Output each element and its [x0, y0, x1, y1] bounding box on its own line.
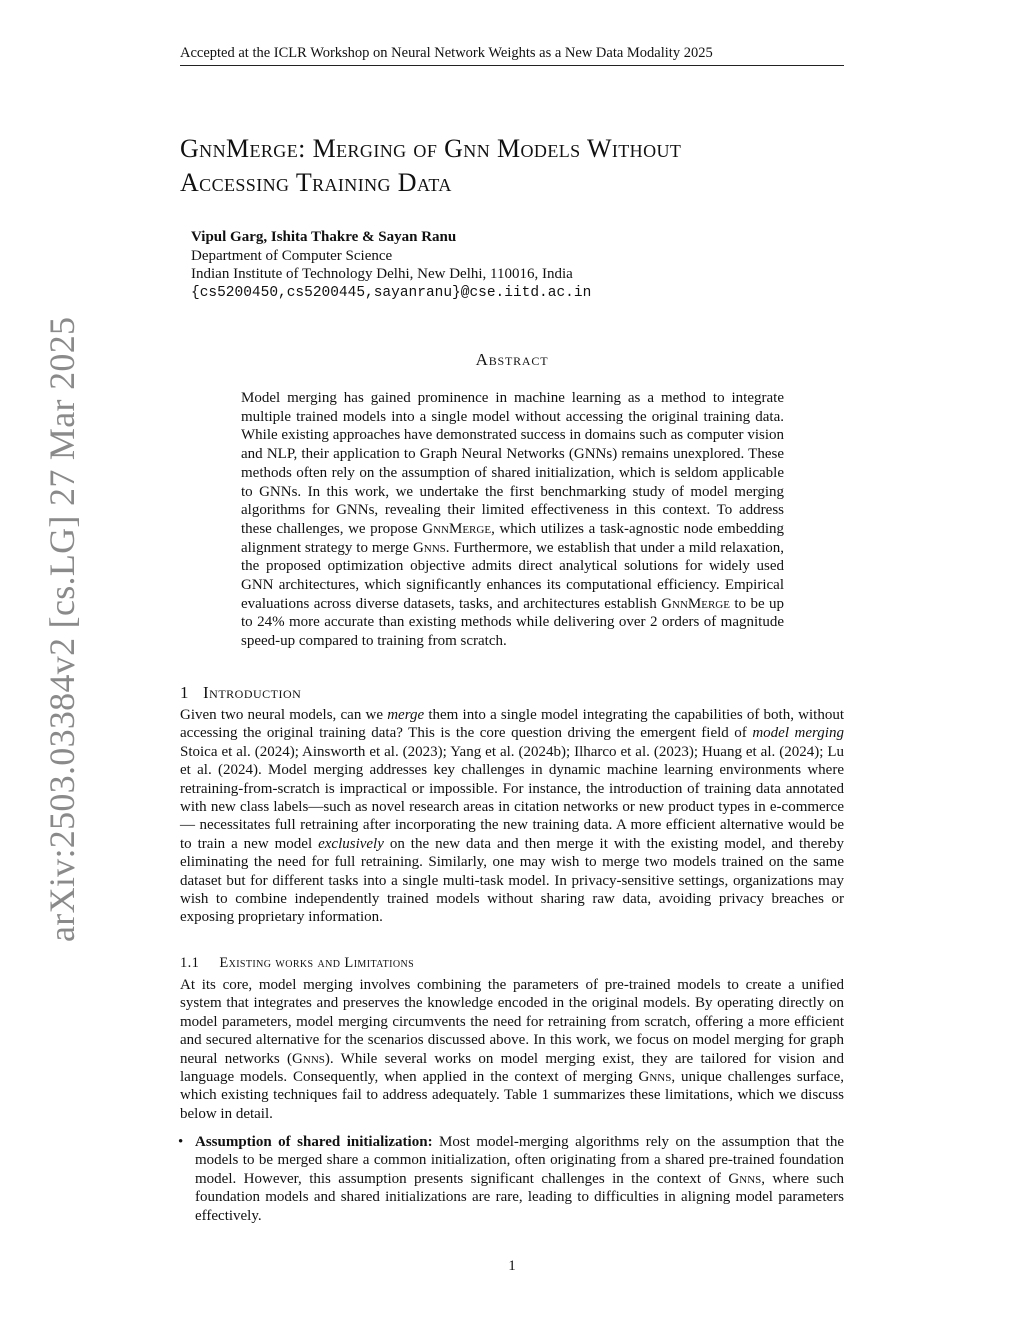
existing-text-b: ). While several works on model merging exist, they are tailored for vision and language models. Consequently, when applied in the context of merging [180, 1050, 844, 1086]
page-number: 1 [508, 1258, 516, 1274]
bullet-body [195, 1133, 844, 1225]
intro-emph-merge: merge [387, 707, 425, 723]
method-name-2: GnnMerge [661, 595, 730, 612]
abstract-heading: Abstract [475, 350, 549, 369]
bullet-text-b: , where such foundation models and shared initializations are rare, leading to difficulties in aligning model parameters effectively. [195, 1170, 844, 1224]
running-header: Accepted at the ICLR Workshop on Neural Network Weights as a New Data Modality 2025 [180, 44, 844, 66]
author-block [191, 228, 811, 302]
paper-title [180, 132, 860, 200]
subsection-heading-existing-works [180, 955, 414, 972]
gnns-term: Gnns [728, 1170, 762, 1187]
intro-text-b: them into a single model integrating the capabilities of both, without accessing the original training data? This is the core question driving the emergent field of [180, 707, 844, 742]
title-line-2: Accessing Training Data [180, 168, 452, 197]
existing-works-paragraph [180, 976, 844, 1123]
bullet-text-a: Most model-merging algorithms rely on the assumption that the models to be merged share a common initialization, often originating from a shared pre-trained foundation model. However, this assumption presents significant challenges in the context of [195, 1134, 844, 1187]
abstract-part-4: to be up to 24% more accurate than existing methods while delivering over 2 orders of magnitude speed-up compared to training from scratch. [241, 595, 785, 650]
author-department: Department of Computer Science [191, 247, 393, 264]
intro-emph-model-merging: model merging [752, 725, 844, 742]
introduction-paragraph [180, 706, 844, 927]
existing-text-a: At its core, model merging involves combining the parameters of pre-trained models to create a unified system that integrates and preserves the knowledge encoded in the original models. By operating directly on model parameters, model merging circumvents the need for retraining from scratch, offering a more efficient and secured alternative for the scenarios discussed above. In this work, we focus on model merging for graph neural networks ( [180, 977, 844, 1067]
gnns-term: Gnns [638, 1069, 672, 1086]
bullet-lead: Assumption of shared initialization: [195, 1134, 433, 1150]
abstract-part-1: Model merging has gained prominence in machine learning as a method to integrate multiple trained models into a single model without accessing the original training data. While existing approaches have demonstrated success in domains such as computer vision and NLP, their application to Graph Neural Networks (GNNs) remains unexplored. These methods often rely on the assumption of shared initialization, which is seldom applicable to GNNs. In this work, we undertake the first benchmarking study of model merging algorithms for GNNs, revealing their limited effectiveness in this context. To address these challenges, we propose [241, 390, 784, 537]
section-number: 1 [180, 683, 189, 702]
subsection-number: 1.1 [180, 955, 200, 971]
intro-text-c: Stoica et al. (2024); Ainsworth et al. (2023); Yang et al. (2024b); Ilharco et al. (2023); Huang et al. (2024); Lu et al. (2024). Model merging addresses key challenges in dynamic machine learning environments where retraining-from-scratch is impractical or impossible. For instance, the introduction of training data annotated with new class labels—such as novel research areas in citation networks or new product types in e-commerce— necessitates full retraining after incorporating the new training data. A more efficient alternative would be to train a new model [180, 743, 844, 852]
subsection-title: Existing works and Limitations [219, 955, 415, 971]
author-institution: Indian Institute of Technology Delhi, New Delhi, 110016, India [191, 266, 573, 282]
arxiv-stamp: arXiv:2503.03384v2 [cs.LG] 27 Mar 2025 [42, 316, 82, 942]
title-line-1: GnnMerge: Merging of Gnn Models Without [180, 134, 682, 163]
gnns-term: Gnns [292, 1050, 325, 1067]
gnns-term: Gnns [412, 539, 446, 556]
existing-text-c: , unique challenges surface, which existing techniques fail to address adequately. Table 1 summarizes these limitations, which we discuss below in detail. [180, 1069, 844, 1122]
section-title: Introduction [203, 683, 302, 702]
intro-text-d: on the new data and then merge it with the existing model, and thereby eliminating the need for full retraining. Similarly, one may wish to merge two models trained on the same dataset but for different tasks into a single multi-task model. In privacy-sensitive settings, organizations may wish to combine independently trained models without sharing raw data, avoiding privacy breaches or exposing proprietary information. [180, 835, 844, 926]
intro-emph-exclusively: exclusively [318, 835, 384, 852]
section-heading-introduction [180, 683, 301, 703]
author-email: {cs5200450,cs5200445,sayanranu}@cse.iitd.ac.in [191, 284, 592, 301]
author-names: Vipul Garg, Ishita Thakre & Sayan Ranu [191, 229, 457, 245]
bullet-list-item [178, 1133, 844, 1225]
abstract-part-2: , which utilizes a task-agnostic node embedding alignment strategy to merge [241, 520, 785, 556]
method-name: GnnMerge [422, 520, 492, 537]
abstract-text [241, 389, 784, 651]
bullet-dot-icon: • [178, 1134, 184, 1150]
abstract-part-3: . Furthermore, we establish that under a mild relaxation, the proposed optimization objective admits direct analytical solutions for widely used GNN architectures, which significantly enhances its computational efficiency. Empirical evaluations across diverse datasets, tasks, and architectures establish [241, 539, 784, 612]
intro-text-a: Given two neural models, can we [180, 707, 388, 723]
